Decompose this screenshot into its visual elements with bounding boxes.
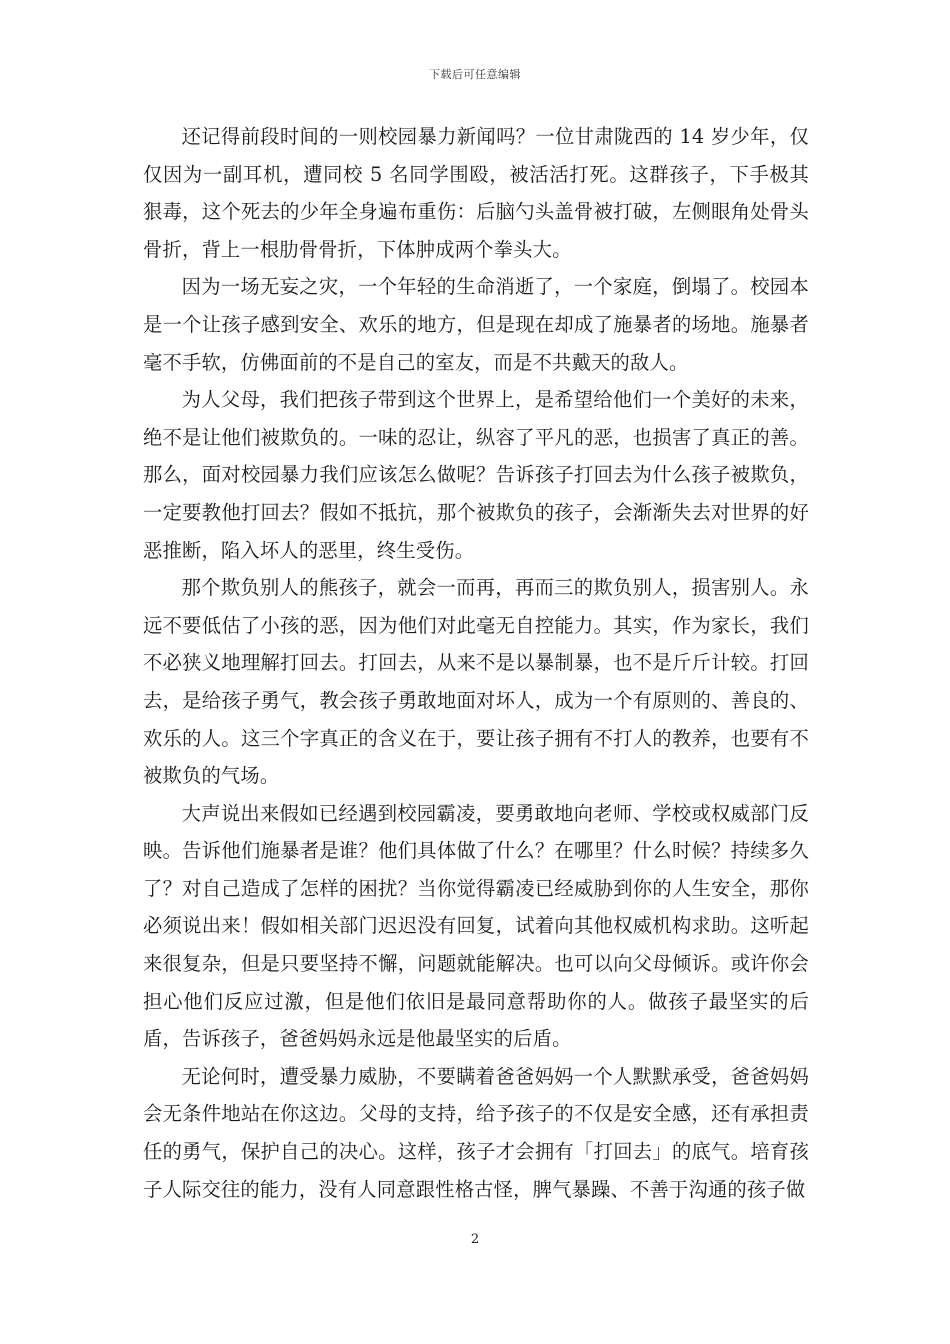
paragraph: 还记得前段时间的一则校园暴力新闻吗？一位甘肃陇西的 14 岁少年，仅仅因为一副耳机，遭同校 5 名同学围殴，被活活打死。这群孩子，下手极其狠毒，这个死去的少年全身遍布重伤：后脑勺头盖骨被打破，左侧眼角处骨头骨折，背上一根肋骨骨折，下体肿成两个拳头大。 <box>143 125 809 261</box>
paragraph: 大声说出来假如已经遇到校园霸凌，要勇敢地向老师、学校或权威部门反映。告诉他们施暴者是谁？他们具体做了什么？在哪里？什么时候？持续多久了？对自己造成了怎样的困扰？当你觉得霸凌已经威胁到你的人生安全，那你必须说出来！假如相关部门迟迟没有回复，试着向其他权威机构求助。这听起来很复杂，但是只要坚持不懈，问题就能解决。也可以向父母倾诉。或许你会担心他们反应过激，但是他们依旧是最同意帮助你的人。做孩子最坚实的后盾，告诉孩子，爸爸妈妈永远是他最坚实的后盾。 <box>143 801 809 1051</box>
body-text <box>143 118 809 1208</box>
page-header: 下载后可任意编辑 <box>429 68 521 81</box>
page-number: 2 <box>470 1232 480 1247</box>
paragraph: 为人父母，我们把孩子带到这个世界上，是希望给他们一个美好的未来，绝不是让他们被欺负的。一味的忍让，纵容了平凡的恶，也损害了真正的善。那么，面对校园暴力我们应该怎么做呢？告诉孩子打回去为什么孩子被欺负，一定要教他打回去？假如不抵抗，那个被欺负的孩子，会渐渐失去对世界的好恶推断，陷入坏人的恶里，终生受伤。 <box>143 388 809 562</box>
paragraph: 无论何时，遭受暴力威胁，不要瞒着爸爸妈妈一个人默默承受，爸爸妈妈会无条件地站在你这边。父母的支持，给予孩子的不仅是安全感，还有承担责任的勇气，保护自己的决心。这样，孩子才会拥有「打回去」的底气。培育孩子人际交往的能力，没有人同意跟性格古怪，脾气暴躁、不善于沟通的孩子做 <box>143 1064 809 1201</box>
paragraph: 那个欺负别人的熊孩子，就会一而再，再而三的欺负别人，损害别人。永远不要低估了小孩的恶，因为他们对此毫无自控能力。其实，作为家长，我们不必狭义地理解打回去。打回去，从来不是以暴制暴，也不是斤斤计较。打回去，是给孩子勇气，教会孩子勇敢地面对坏人，成为一个有原则的、善良的、欢乐的人。这三个字真正的含义在于，要让孩子拥有不打人的教养，也要有不被欺负的气场。 <box>143 576 809 788</box>
paragraph: 因为一场无妄之灾，一个年轻的生命消逝了，一个家庭，倒塌了。校园本是一个让孩子感到安全、欢乐的地方，但是现在却成了施暴者的场地。施暴者毫不手软，仿佛面前的不是自己的室友，而是不共戴天的敌人。 <box>143 275 809 374</box>
